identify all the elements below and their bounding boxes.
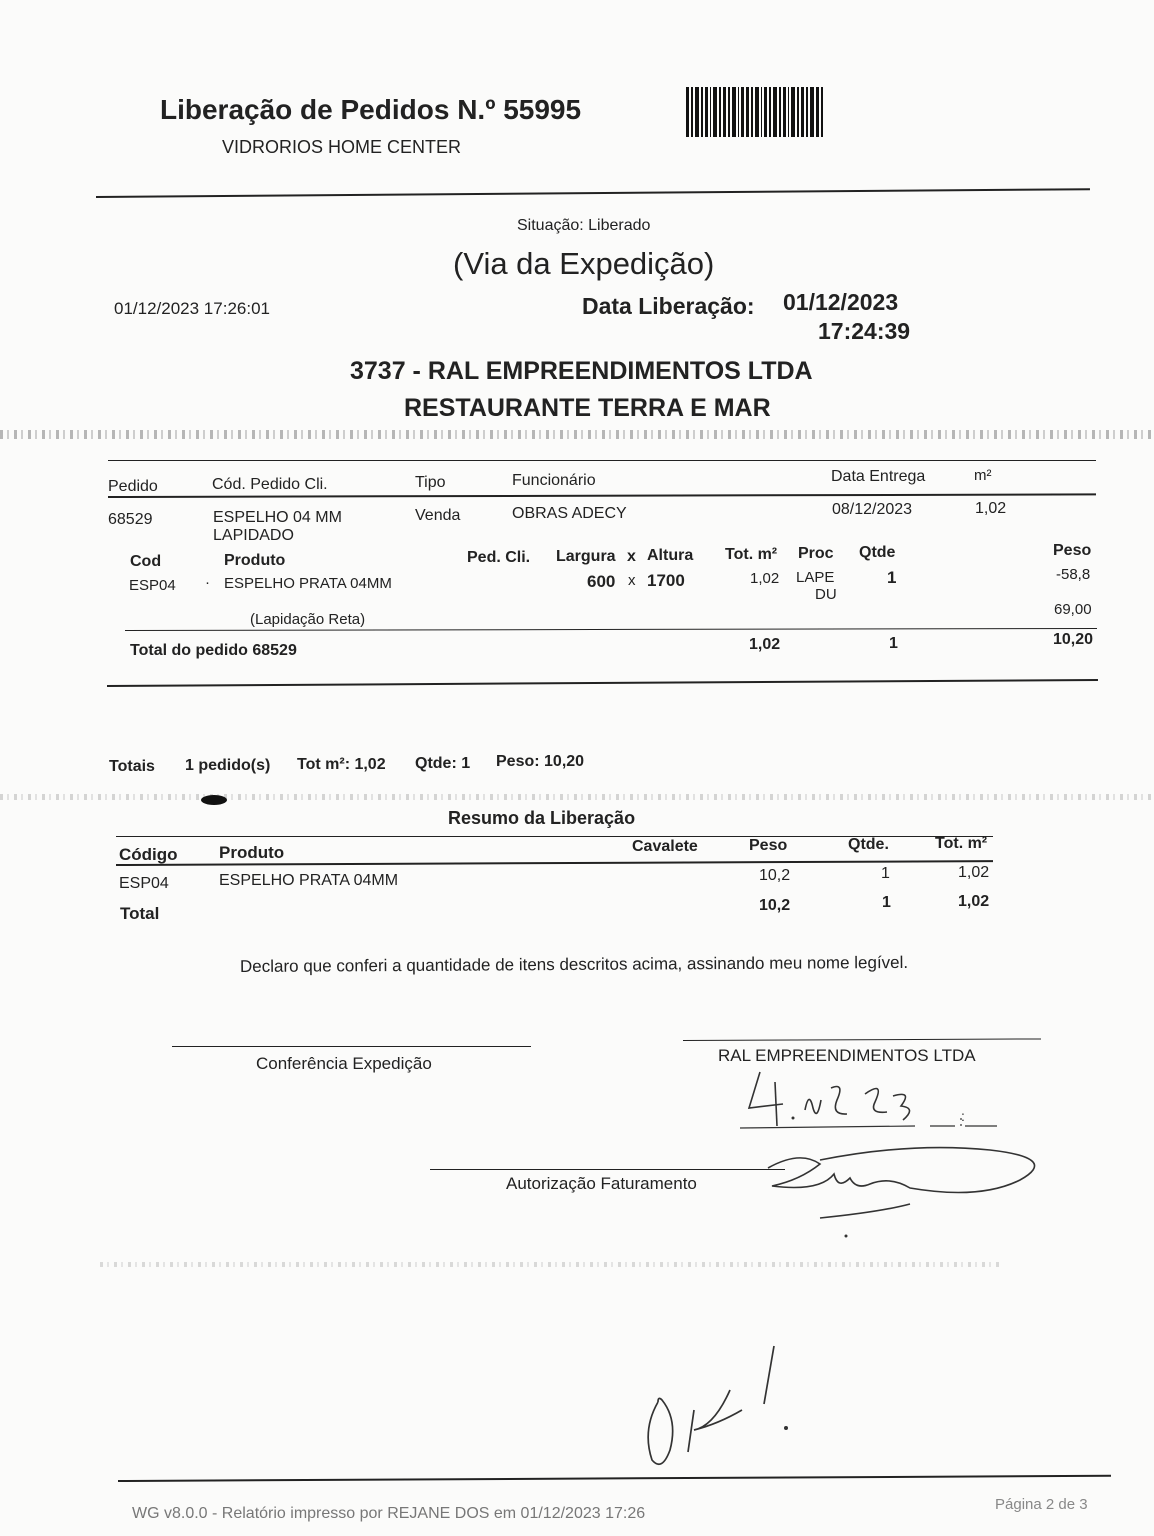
order-number: 68529	[108, 511, 153, 528]
signature-line-conferencia	[172, 1046, 531, 1047]
summary-col-peso: Peso	[749, 837, 788, 854]
print-datetime: 01/12/2023 17:26:01	[114, 299, 270, 318]
order-type: Venda	[415, 507, 461, 524]
copy-label: (Via da Expedição)	[453, 246, 715, 281]
handwritten-ok	[630, 1340, 810, 1470]
item-col-cod: Cod	[130, 553, 162, 570]
col-data-entrega: Data Entrega	[831, 468, 926, 485]
summary-m2: 1,02	[958, 864, 990, 881]
order-total-weight: 10,20	[1053, 631, 1094, 648]
summary-col-produto: Produto	[219, 843, 285, 862]
summary-product: ESPELHO PRATA 04MM	[219, 872, 399, 889]
barcode-image	[686, 87, 861, 137]
summary-code: ESP04	[119, 875, 169, 892]
order-m2: 1,02	[975, 500, 1007, 517]
order-total-m2: 1,02	[749, 636, 781, 653]
company-name: VIDRORIOS HOME CENTER	[222, 137, 462, 157]
item-processing-note: (Lapidação Reta)	[250, 611, 366, 628]
order-table-top-rule	[108, 460, 1096, 461]
item-width: 600	[587, 572, 616, 591]
client-line: 3737 - RAL EMPREENDIMENTOS LTDA	[350, 357, 813, 385]
signature-label-conferencia: Conferência Expedição	[256, 1054, 432, 1073]
item-x: x	[628, 572, 636, 589]
header-divider	[96, 188, 1090, 198]
item-height: 1700	[647, 571, 685, 590]
summary-total-weight: 10,2	[759, 897, 791, 914]
release-time: 17:24:39	[818, 318, 911, 344]
totals-label: Totais	[109, 758, 155, 775]
item-tot-m2: 1,02	[750, 570, 780, 587]
order-total-rule	[125, 628, 1097, 631]
item-product: ESPELHO PRATA 04MM	[224, 575, 392, 592]
ink-blot	[201, 795, 227, 805]
item-code: ESP04	[129, 577, 176, 594]
signature-label-company: RAL EMPREENDIMENTOS LTDA	[718, 1046, 976, 1065]
summary-total-qty: 1	[882, 894, 891, 911]
order-header-rule	[108, 493, 1096, 498]
item-weight: -58,8	[1056, 566, 1091, 583]
document-title: Liberação de Pedidos N.º 55995	[160, 94, 582, 125]
item-qty: 1	[887, 568, 897, 587]
scan-noise-band	[100, 1262, 1000, 1267]
handwritten-signature	[760, 1140, 1050, 1240]
client-order-code-line2: LAPIDADO	[213, 527, 294, 544]
summary-title: Resumo da Liberação	[448, 808, 636, 828]
declaration-text: Declaro que conferi a quantidade de itens descritos acima, assinando meu nome legível.	[239, 952, 909, 976]
employee-name: OBRAS ADECY	[512, 505, 627, 522]
signature-line-company	[683, 1038, 1041, 1041]
summary-col-cavalete: Cavalete	[632, 838, 698, 855]
col-tipo: Tipo	[415, 474, 446, 491]
client-subtitle: RESTAURANTE TERRA E MAR	[404, 394, 771, 422]
footer-page-number: Página 2 de 3	[995, 1496, 1088, 1513]
item-col-x: x	[627, 548, 636, 565]
client-order-code: ESPELHO 04 MM	[213, 509, 342, 526]
scan-noise-band	[0, 430, 1154, 439]
time-blank: :	[961, 1108, 965, 1124]
item-col-produto: Produto	[224, 552, 286, 569]
release-date: 01/12/2023	[783, 289, 899, 315]
totals-orders: 1 pedido(s)	[185, 757, 271, 774]
col-pedido: Pedido	[108, 478, 158, 495]
summary-col-qtde: Qtde.	[848, 836, 889, 853]
summary-total-label: Total	[120, 904, 160, 923]
item-col-ped-cli: Ped. Cli.	[467, 549, 531, 566]
totals-qty: Qtde: 1	[415, 755, 471, 772]
item-col-largura: Largura	[556, 548, 616, 565]
footer-rule	[118, 1475, 1111, 1482]
summary-col-tot-m2: Tot. m²	[935, 835, 988, 852]
footer-printed-by: WG v8.0.0 - Relatório impresso por REJANE DOS em 01/12/2023 17:26	[132, 1505, 646, 1522]
summary-weight: 10,2	[759, 867, 791, 884]
item-processing-value: 69,00	[1054, 601, 1092, 618]
item-col-tot-m2: Tot. m²	[725, 546, 778, 563]
delivery-date: 08/12/2023	[832, 501, 913, 518]
signature-line-autorizacao	[430, 1169, 785, 1170]
order-table-bottom-rule	[107, 679, 1098, 687]
signature-label-autorizacao: Autorização Faturamento	[506, 1174, 697, 1193]
item-col-peso: Peso	[1053, 542, 1092, 559]
scan-noise-band	[0, 794, 1154, 800]
item-proc: LAPE	[796, 569, 835, 586]
summary-qty: 1	[881, 865, 890, 882]
item-proc-line2: DU	[815, 586, 837, 603]
summary-total-m2: 1,02	[958, 893, 990, 910]
summary-col-codigo: Código	[119, 845, 178, 864]
order-total-label: Total do pedido 68529	[130, 642, 297, 659]
totals-weight: Peso: 10,20	[496, 753, 585, 770]
situation-text: Situação: Liberado	[517, 217, 651, 234]
release-label: Data Liberação:	[582, 293, 755, 319]
totals-m2: Tot m²: 1,02	[297, 756, 386, 773]
col-m2: m²	[974, 467, 992, 484]
item-col-altura: Altura	[647, 547, 694, 564]
order-total-qty: 1	[889, 635, 898, 652]
item-col-qtde: Qtde	[859, 544, 896, 561]
col-cod-pedido-cli: Cód. Pedido Cli.	[212, 476, 328, 493]
item-col-proc: Proc	[798, 545, 834, 562]
item-bullet: ·	[205, 574, 210, 591]
col-funcionario: Funcionário	[512, 472, 596, 489]
